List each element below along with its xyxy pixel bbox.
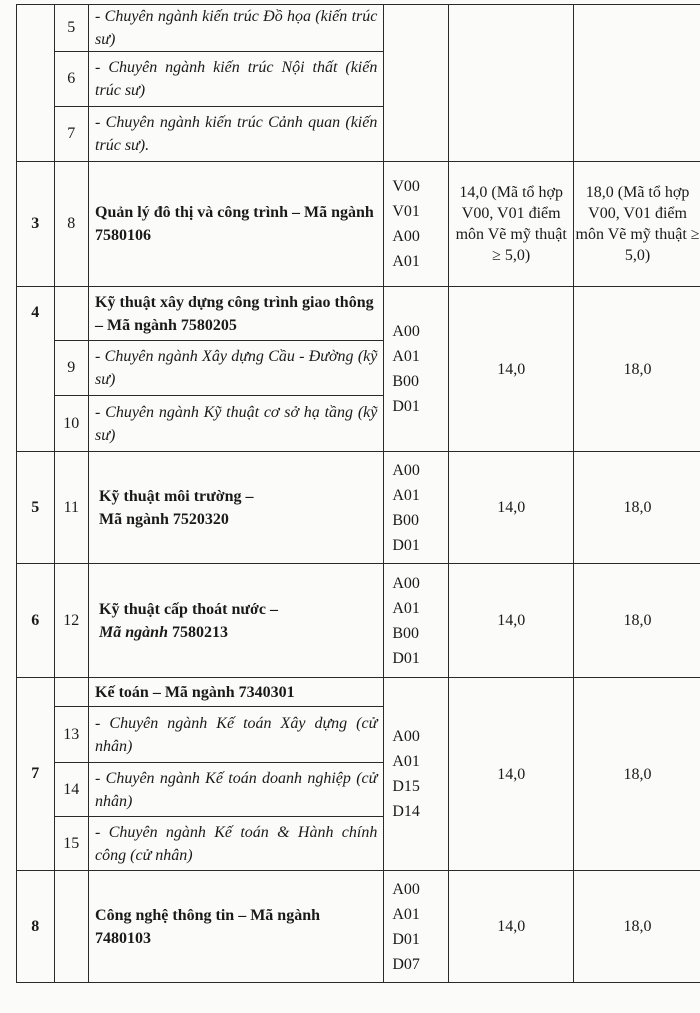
combo-code: D01 bbox=[392, 649, 420, 667]
stt-cell bbox=[17, 287, 55, 452]
combo-code: A01 bbox=[392, 753, 420, 770]
table-row bbox=[17, 678, 700, 707]
major-name-line bbox=[99, 621, 377, 644]
no-cell: 6 bbox=[54, 52, 89, 107]
major-name bbox=[89, 564, 384, 678]
score-cell: 18,0 bbox=[574, 452, 700, 564]
combo-code: A01 bbox=[392, 253, 420, 270]
admission-score-table bbox=[16, 4, 700, 983]
combo-code: D01 bbox=[392, 398, 420, 415]
score-cell: 14,0 bbox=[449, 564, 574, 678]
specialization-name: - Chuyên ngành Xây dựng Cầu - Đường (kỹ sư) bbox=[89, 341, 384, 396]
specialization-name: - Chuyên ngành kiến trúc Nội thất (kiến trúc sư) bbox=[89, 52, 384, 107]
no-cell bbox=[54, 871, 89, 983]
major-name-line: Kỹ thuật môi trường – bbox=[99, 487, 254, 505]
score-cell: 18,0 bbox=[574, 871, 700, 983]
stt-cell bbox=[17, 5, 55, 162]
stt-cell: 5 bbox=[17, 452, 55, 564]
combo-code: A00 bbox=[392, 574, 420, 592]
no-cell bbox=[54, 287, 89, 341]
combo-code: A01 bbox=[392, 599, 420, 617]
combo-code: D15 bbox=[392, 778, 420, 795]
score-cell: 14,0 (Mã tổ hợp V00, V01 điểm môn Vẽ mỹ thuật ≥ 5,0) bbox=[449, 162, 574, 287]
score-cell: 18,0 bbox=[574, 678, 700, 871]
no-cell: 5 bbox=[54, 5, 89, 52]
score-cell: 18,0 bbox=[574, 564, 700, 678]
no-cell: 13 bbox=[54, 707, 89, 763]
combo-code: A00 bbox=[392, 228, 420, 245]
major-code: 7580213 bbox=[167, 623, 228, 641]
table-row bbox=[17, 287, 700, 341]
no-cell: 14 bbox=[54, 763, 89, 817]
no-cell: 9 bbox=[54, 341, 89, 396]
table-row bbox=[17, 871, 700, 983]
score-cell: 18,0 bbox=[574, 287, 700, 452]
major-name bbox=[89, 452, 384, 564]
specialization-name: - Chuyên ngành Kế toán Xây dựng (cử nhân) bbox=[89, 707, 384, 763]
specialization-name: - Chuyên ngành Kế toán & Hành chính công (cử nhân) bbox=[89, 817, 384, 871]
combo-cell bbox=[384, 678, 449, 871]
major-name-line: Kỹ thuật cấp thoát nước – bbox=[99, 600, 278, 618]
combo-code: A01 bbox=[392, 348, 420, 365]
major-name: Quản lý đô thị và công trình – Mã ngành 7580106 bbox=[89, 162, 384, 287]
no-cell bbox=[54, 678, 89, 707]
table-row bbox=[17, 162, 700, 287]
combo-cell bbox=[384, 564, 449, 678]
combo-cell bbox=[384, 287, 449, 452]
score-cell: 14,0 bbox=[449, 678, 574, 871]
specialization-name: - Chuyên ngành Kế toán doanh nghiệp (cử nhân) bbox=[89, 763, 384, 817]
no-cell: 10 bbox=[54, 396, 89, 452]
stt-value: 4 bbox=[31, 304, 40, 321]
combo-code: A00 bbox=[392, 461, 420, 479]
score-cell: 18,0 (Mã tổ hợp V00, V01 điểm môn Vẽ mỹ thuật ≥ 5,0) bbox=[574, 162, 700, 287]
major-name: Kế toán – Mã ngành 7340301 bbox=[89, 678, 384, 707]
stt-cell: 3 bbox=[17, 162, 55, 287]
combo-code: A00 bbox=[392, 323, 420, 340]
major-name-line: Mã ngành 7520320 bbox=[99, 510, 229, 528]
combo-cell bbox=[384, 162, 449, 287]
combo-code: V00 bbox=[392, 178, 420, 195]
major-name: Kỹ thuật xây dựng công trình giao thông – Mã ngành 7580205 bbox=[89, 287, 384, 341]
combo-code: B00 bbox=[392, 624, 420, 642]
combo-cell bbox=[384, 871, 449, 983]
score-cell bbox=[574, 5, 700, 162]
score-cell: 14,0 bbox=[449, 452, 574, 564]
stt-cell: 7 bbox=[17, 678, 55, 871]
combo-code: A01 bbox=[392, 486, 420, 504]
combo-cell bbox=[384, 452, 449, 564]
no-cell: 12 bbox=[54, 564, 89, 678]
score-cell bbox=[449, 5, 574, 162]
stt-cell: 8 bbox=[17, 871, 55, 983]
combo-code: A00 bbox=[392, 728, 420, 745]
combo-cell bbox=[384, 5, 449, 162]
combo-code: D01 bbox=[392, 536, 420, 554]
score-cell: 14,0 bbox=[449, 287, 574, 452]
combo-code: D07 bbox=[392, 955, 420, 973]
score-cell: 14,0 bbox=[449, 871, 574, 983]
no-cell: 15 bbox=[54, 817, 89, 871]
no-cell: 7 bbox=[54, 107, 89, 162]
major-name: Công nghệ thông tin – Mã ngành 7480103 bbox=[89, 871, 384, 983]
combo-code: B00 bbox=[392, 511, 420, 529]
table-row bbox=[17, 564, 700, 678]
combo-code: D01 bbox=[392, 930, 420, 948]
stt-cell: 6 bbox=[17, 564, 55, 678]
specialization-name: - Chuyên ngành Kỹ thuật cơ sở hạ tầng (kỹ sư) bbox=[89, 396, 384, 452]
specialization-name: - Chuyên ngành kiến trúc Đồ họa (kiến trúc sư) bbox=[89, 5, 384, 52]
specialization-name: - Chuyên ngành kiến trúc Cảnh quan (kiến trúc sư). bbox=[89, 107, 384, 162]
no-cell: 11 bbox=[54, 452, 89, 564]
combo-code: D14 bbox=[392, 803, 420, 820]
combo-code: B00 bbox=[392, 373, 420, 390]
combo-code: V01 bbox=[392, 203, 420, 220]
combo-code: A00 bbox=[392, 880, 420, 898]
table-row bbox=[17, 5, 700, 52]
table-row bbox=[17, 452, 700, 564]
no-cell: 8 bbox=[54, 162, 89, 287]
major-code-label: Mã ngành bbox=[99, 623, 168, 641]
combo-code: A01 bbox=[392, 905, 420, 923]
